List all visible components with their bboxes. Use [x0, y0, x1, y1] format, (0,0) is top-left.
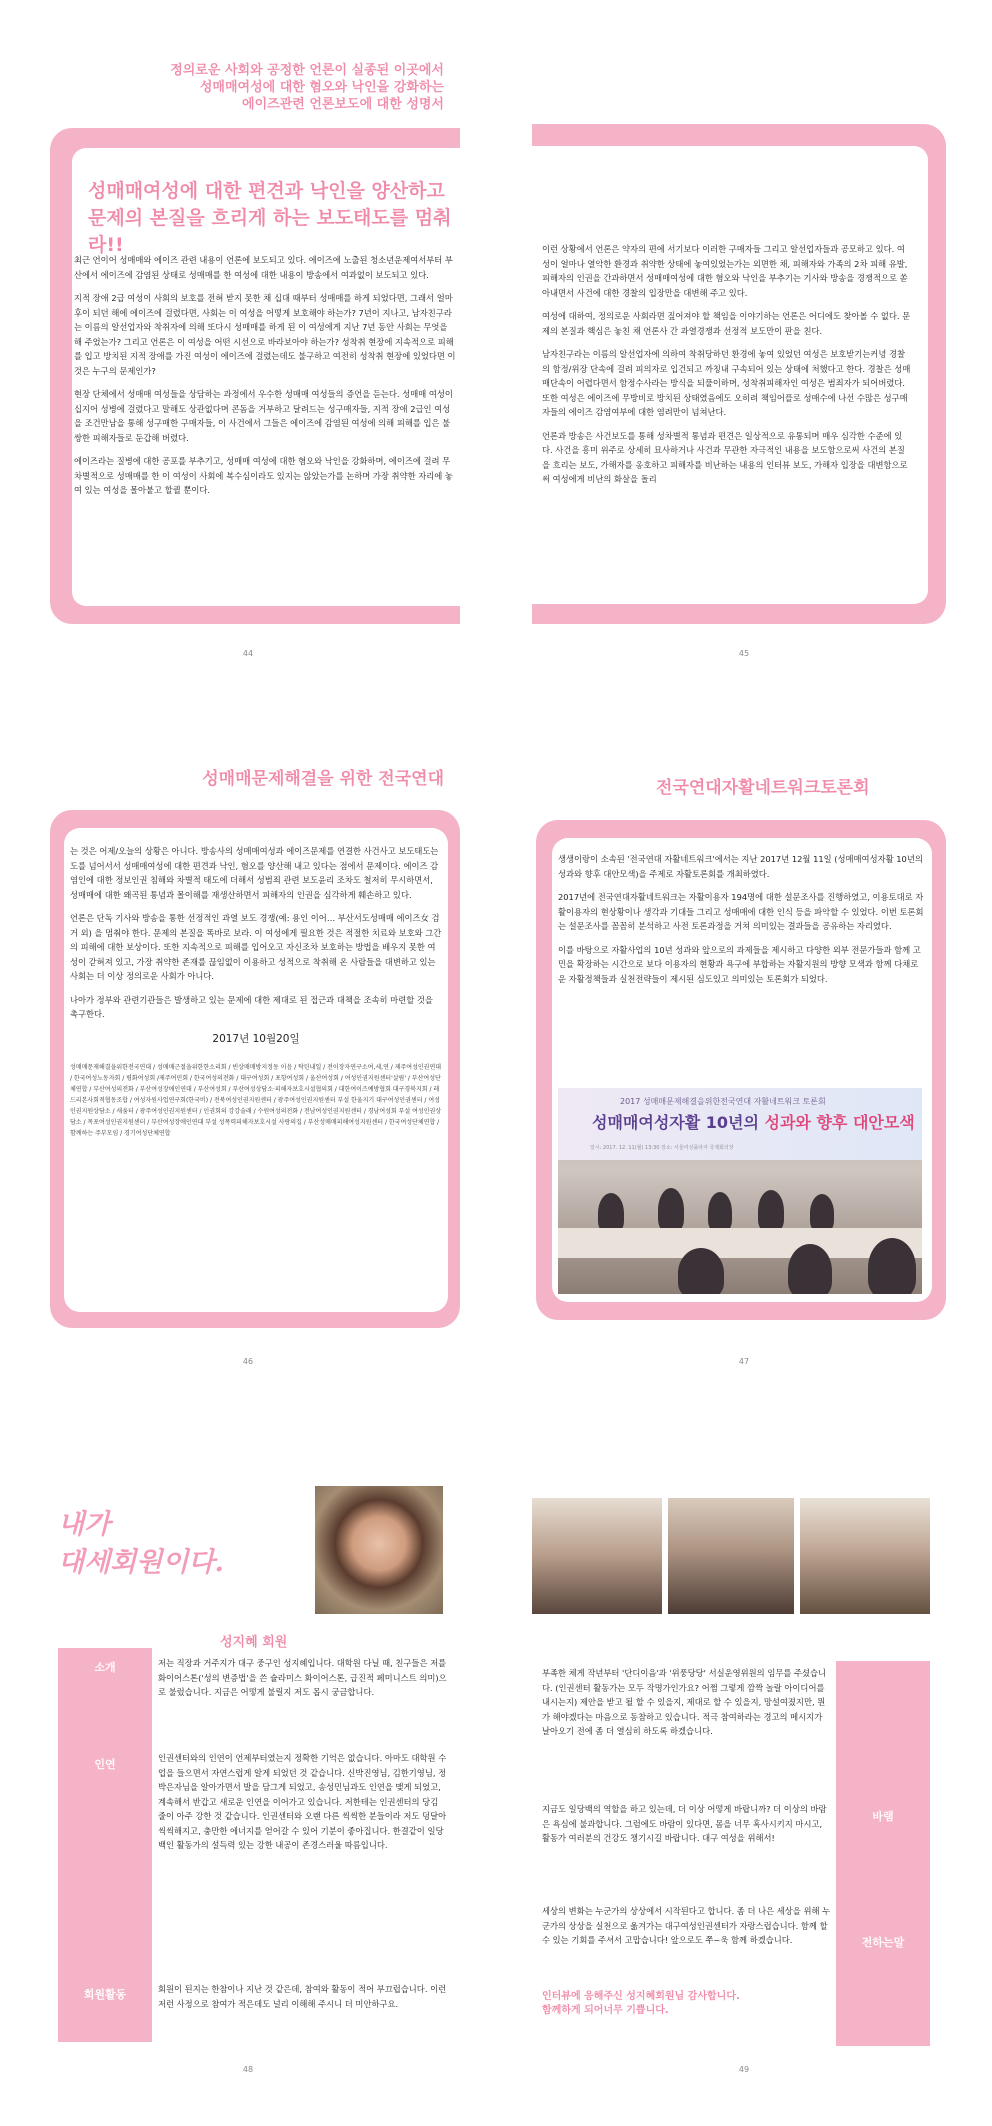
activity-photo	[668, 1498, 794, 1614]
activity-text: 회원이 된지는 한참이나 지난 것 같은데, 참여와 활동이 적어 부끄럽습니다. 이런저런 사정으로 참여가 적은데도 널리 이해해 주시니 더 미안하구요.	[158, 1984, 447, 2009]
content-panel	[72, 148, 462, 606]
page-heading: 전국연대자활네트워크토론회	[656, 778, 870, 798]
paragraph: 여성에 대하여, 정의로운 사회라면 짚어져야 할 책임을 이야기하는 언론은 어디에도 찾아볼 수 없다. 문제의 본질과 핵심은 놓친 채 언론사 간 과열경쟁과 선정적 보도만이 판을 친다.	[542, 311, 911, 336]
wish-text-2: 지금도 일당백의 역할을 하고 있는데, 더 이상 어떻게 바랍니까? 더 이상의 바람은 욕심에 불과합니다. 그럼에도 바람이 있다면, 몸을 너무 혹사시키지 마시고, 활동가 여러분의 건강도 챙기시길 바랍니다. 대구 여성을 위해서!	[542, 1804, 827, 1843]
page-number: 46	[242, 1357, 254, 1366]
forum-table	[558, 1228, 922, 1258]
paragraph: 현장 단체에서 성매매 여성들을 상담하는 과정에서 우수한 성매매 여성들의 증언을 듣는다. 성매매 여성이 십지어 성병에 걸렸다고 말해도 상관없다며 콘돔을 거부하고 달려드는 성구매자들, 지적 장애 2급인 여성을 조건만남을 통해 성구매한 구매자들, 이 사건에서 그들은 에이즈에 감염된 여성에 의해 피해를 입은 불쌍한 피해자들로 둔갑해 버렸다.	[74, 389, 453, 443]
banner-title-part: 성매매여성자활 10년의	[592, 1113, 759, 1132]
statement-body	[74, 253, 458, 507]
paragraph: 나아가 정부와 관련기관들은 발생하고 있는 문제에 대한 제대로 된 접근과 대책을 조속히 마련할 것을 촉구한다.	[70, 994, 433, 1019]
signatory-list: 성매매문제해결을위한전국연대 / 성매매근절을위한한소리회 / 빈상매매방지정동 이음 / 탁틴내일 / 전이장자연구소여,세,연 / 제주여성인권연대 / 한국여성노동자회 / 평화여성회 /제주여민회 / 한국여성의전화 / 대구여성회 / 포항여성회 / 울산여성회 / 여성인권지원센터'살림' / 부산여성단체연합 / 부산여성의전화 / 부산여성장애인연대 / 부산여성회 / 부산여성상담소·피해자보호시설협의회 / 대한여이즈예방협회 대구경북지회 / 레드리본사회적협동조합 / 여성자원사업연구회(한국비) / 전북여성인권지원센터 / 광주여성인권지원센터 부설 한울지기 대구여성인권센터 / 여성인권지원상담소 / 새움터 / 광주여성인권지원센터 / 인권회의 강강술래 / 수원여성의전화 / 전남여성인권지원센터 / 경남여성회 부설 여성인권상담소 / 목포여성인권지원센터 / 부산여성장애인연대 부설 성폭력피해자보호시설 사랑의집 / 부산성매매피해여성지원센터 / 한국여성단체연합 / 함께하는 주부모임 / 경기여성단체연합	[70, 1063, 442, 1137]
paragraph: 는 것은 어제/오늘의 상황은 아니다. 방송사의 성매매여성과 에이즈문제를 연결한 사건사고 보도태도는 도를 넘어서서 성매매여성에 대한 편견과 낙인, 혐오를 양산해 내고 있다는 점에서 문제이다. 에이즈 감염인에 대한 정보인권 침해와 차별적 태도에 더해서 성범죄 관련 보도윤리 조차도 철저히 무시하면서, 성매매에 대한 왜곡된 통념과 몰이해를 재생산하면서 피해자의 인권을 심각하게 훼손하고 있다.	[70, 846, 439, 900]
page-number: 47	[738, 1357, 750, 1366]
member-portrait	[315, 1486, 443, 1614]
heading-line: 정의로운 사회와 공정한 언론이 실종된 이곳에서	[170, 63, 444, 78]
statement-body	[542, 242, 912, 496]
banner-detail: 일시: 2017. 12. 11(월) 13:30 장소: 서울여성플라자 국제회의장	[590, 1145, 734, 1151]
page-46	[0, 708, 496, 1416]
banner-title-part: 성과와 향후 대안모색	[758, 1113, 915, 1132]
page-number: 48	[242, 2065, 254, 2074]
attendee-figure	[598, 1193, 624, 1233]
heading-line: 성매매여성에 대한 혐오와 낙인을 강화하는	[199, 80, 444, 95]
label-activity: 회원활동	[83, 1988, 127, 2001]
statement-heading	[170, 62, 444, 113]
thanks-line: 함께하게 되어너무 기쁩니다.	[542, 2005, 669, 2016]
banner-subtitle: 2017 성매매문제해결을위한전국연대 자활네트워크 토론회	[620, 1097, 826, 1106]
heading-line: 에이즈관련 언론보도에 대한 성명서	[242, 97, 444, 112]
attendee-figure	[658, 1188, 684, 1232]
attendee-figure	[708, 1192, 732, 1232]
paragraph: 에이즈라는 질병에 대한 공포를 부추기고, 성매매 여성에 대한 혐오와 낙인을 강화하며, 에이즈에 걸려 무차별적으로 성매매를 한 이 여성이 사회에 복수심이라도 있지는 않았는가를 논하며 가장 취약한 자리에 놓여 있는 여성을 몰아붙고 할퀼 뿐이다.	[74, 456, 453, 495]
message-text: 세상의 변화는 누군가의 상상에서 시작된다고 합니다. 좀 더 나은 세상을 위해 누군가의 상상을 실천으로 옮겨가는 대구여성인권센터가 자랑스럽습니다. 함께 할 수 있는 기회를 주셔서 고맙습니다! 앞으로도 쭈~욱 함께 하겠습니다.	[542, 1906, 831, 1945]
title-line: 성매매여성에 대한 편견과 낙인을 양산하고	[88, 180, 445, 202]
thanks-note	[542, 1990, 832, 2018]
paragraph: 최근 언이어 성매매와 에이즈 관련 내용이 언론에 보도되고 있다. 에이즈에 노출된 청소년운제여서부터 부산에서 에이즈에 감염된 상태로 성매매를 한 여성에 대한 내용이 방송에서 여과없이 보도되고 있다.	[74, 255, 453, 280]
attendee-figure	[810, 1194, 834, 1232]
paragraph: 생생이랑이 소속된 '전국연대 자활네트워크'에서는 지난 2017년 12월 11일 (성매매여성자활 10년의 성과와 향후 대안모색)을 주제로 자활토론회를 개최하였다.	[558, 854, 923, 879]
page-48	[0, 1416, 496, 2124]
thanks-line: 인터뷰에 응해주신 성지혜회원님 감사합니다.	[542, 1991, 740, 2002]
statement-body	[70, 844, 442, 1139]
page-45	[496, 0, 992, 708]
forum-photo	[558, 1088, 922, 1294]
attendee-figure	[788, 1244, 832, 1294]
activity-photo	[532, 1498, 662, 1614]
label-intro: 소개	[94, 1661, 116, 1674]
label-relation: 인연	[94, 1758, 116, 1771]
activity-photo	[800, 1498, 930, 1614]
forum-report	[558, 852, 926, 995]
label-column	[836, 1661, 930, 2046]
page-49	[496, 1416, 992, 2124]
wish-text-1: 부족한 체게 작년부터 '단디이음'과 '위풍당당' 서실운영위원의 임무를 주셨습니다. (인권센터 활동가는 모두 작명가인가요? 어쩜 그렇게 깜짝 놀랄 아이디어를 내시는지) 제안을 받고 될 할 수 있을지, 제대로 할 수 있을지, 망설여졌지만, 뭔가 해야겠다는 마음으로 동참하고 있습니다. 적극 참여하라는 경고의 메시지가 날아오기 전에 좀 더 열심히 하도록 하겠습니다.	[542, 1668, 827, 1736]
content-panel	[552, 838, 932, 1302]
paragraph: 이런 상황에서 언론은 약자의 편에 서기보다 이러한 구매자들 그리고 알선업자들과 공모하고 있다. 여성이 얼마나 열악한 환경과 취약한 상태에 놓여있었는가는 외면한 채, 피해자와 가족의 2차 피해 유발, 피해자의 인권을 간과하면서 성매매여성에 대한 혐오와 낙인을 부추기는 기사와 방송을 경쟁적으로 쏟아내면서 사건에 대한 경찰의 입장만을 대변해 주고 있다.	[542, 244, 908, 298]
page-number: 49	[738, 2065, 750, 2074]
title-line: 문제의 본질을 흐리게 하는 보도태도를 멈춰라!!	[88, 207, 452, 256]
statement-date: 2017년 10월20일	[212, 1032, 300, 1045]
page-44	[0, 0, 496, 708]
relation-text: 인권센터와의 인연이 언제부터였는지 정확한 기억은 없습니다. 아마도 대학원 수업을 들으면서 자연스럽게 알게 되었던 것 같습니다. 신박진영님, 김한기영님, 정박은자님을 알아가면서 발을 담그게 되었고, 송성민님과도 인연을 맺게 되었고, 계속해서 반갑고 새로운 인연을 이어가고 있습니다. 저한테는 인권센터의 당김 줄이 아주 강한 것 같습니다. 인권센터와 오랜 다른 씩씩한 분들이라 저도 덩달아 씩씩해지고, 충만한 에너지를 얻어갈 수 있어 기분이 좋아집니다. 한결같이 일당백인 활동가의 설득력 있는 강한 내공이 존경스러울 따름입니다.	[158, 1753, 447, 1850]
paragraph: 남자친구라는 이름의 알선업자에 의하여 착취당하던 환경에 놓여 있었던 여성은 보호받기는커녕 경찰의 함정/위장 단속에 걸려 피의자로 입건되고 까칭내 구속되어 있는 상태에 처했다고 한다. 경찰은 성매매단속이 어렵다면서 함정수사라는 방식을 되풀이하며, 성착취피해자인 여성은 범죄자가 되어버렸다. 또한 여성은 에이즈에 무방비로 방치된 상태였음에도 오히려 책임어플로 성매수에 나선 수많은 성구매자들의 에이즈 감염여부에 대한 염려만이 넘쳐난다.	[542, 349, 911, 417]
content-panel	[64, 828, 448, 1312]
page-number: 44	[242, 649, 254, 658]
intro-text: 저는 직장과 거주지가 대구 중구인 성지혜입니다. 대학원 다닐 때, 친구들은 저를 화이어스톤('성의 변증법'을 쓴 슐라미스 화이어스톤, 급진적 페미니스트 의미)으로 불렀습니다. 지금은 어떻게 불릴지 저도 몹시 궁금합니다.	[158, 1658, 447, 1697]
member-feature-title	[58, 1506, 224, 1582]
page-number: 45	[738, 649, 750, 658]
title-line: 대세회원이다.	[58, 1547, 224, 1578]
paragraph: 지적 장애 2급 여성이 사회의 보호를 전혀 받지 못한 채 십대 때부터 성매매를 하게 되었다면, 그래서 얼마후이 되던 해에 에이즈에 걸렸다면, 사회는 이 여성을 어떻게 보호해야 하는가? 7년이 지나고, 남자친구라는 이름의 알선업자와 착취자에 의해 또다시 성매매를 하게 된 이 여성에게 지난 7년 동안 사회는 무엇을 해 주었는가? 그리고 언론은 이 여성을 어떤 시선으로 바라보아야 하는가? 성착취 현장에 지속적으로 피해를 입고 방치된 지적 장애를 가진 여성이 에이즈에 걸렸는데도 불구하고 여전히 성착취 현장에 있었다면 이것은 누구의 문제인가?	[74, 293, 456, 376]
label-column	[58, 1648, 152, 2042]
attendee-figure	[758, 1190, 784, 1232]
attendee-figure	[868, 1238, 916, 1294]
content-panel	[532, 146, 928, 604]
statement-title	[88, 178, 462, 259]
paragraph: 이를 바탕으로 자활사업의 10년 성과와 앞으로의 과제들을 제시하고 다양한 외부 전문가들과 함께 고민을 확장하는 시간으로 보다 이용자의 현황과 욕구에 부합하는 자활지원의 방향 모색과 함께 다채로운 자활정책들과 실천전략들이 제시된 심도있고 의미있는 토론회가 되었다.	[558, 944, 921, 984]
attendee-figure	[678, 1248, 724, 1294]
banner-title	[592, 1110, 915, 1133]
label-message: 전하는말	[861, 1936, 905, 1949]
label-wish: 바램	[872, 1810, 894, 1823]
member-name: 성지혜 회원	[220, 1635, 288, 1650]
page-47	[496, 708, 992, 1416]
paragraph: 언론은 단독 기사와 방송을 통한 선정적인 과열 보도 경쟁(예: 용인 이어… 부산서도성매매 에이즈女 검거 외) 을 멈춰야 한다. 문제의 본질을 똑바로 보라. 이 여성에게 필요한 것은 적절한 치료와 보호와 그간의 피해에 대한 보상이다. 또한 지속적으로 피해를 입어오고 자신조차 보호하는 방법을 배우지 못한 여성이 갇혀져 있고, 가장 취약한 존재를 끊임없이 이용하고 성적으로 착취해 온 사람들을 대변하고 있는 사회는 더 이상 정의로운 사회가 아니다.	[70, 913, 442, 981]
title-line: 내가	[58, 1509, 111, 1540]
paragraph: 언론과 방송은 사건보도를 통해 성차별적 통념과 편견은 일상적으로 유통되며 매우 심각한 수준에 있다. 사건을 흥미 위주로 상세히 묘사하거나 사건과 무관한 자극적인 내용을 보도함으로써 사건의 본질을 흐리는 보도, 가해자를 옹호하고 피해자를 비난하는 내용의 인터뷰 보도, 가해자 입장을 대변함으로써 여성에게 비난의 화살을 돌리	[542, 430, 908, 484]
page-heading: 성매매문제해결을 위한 전국연대	[202, 769, 444, 789]
paragraph: 2017년에 전국연대자활네트워크는 자활이용자 194명에 대한 설문조사를 진행하였고, 이용토대로 자활이용자의 현상황이나 생각과 기대들 그리고 성매매에 대한 인식 등을 파악할 수 있었다. 이번 토론회는 설문조사를 꼼꼼히 분석하고 사전 토론과정을 거쳐 의미있는 결과들을 공유하는 자리였다.	[558, 892, 924, 931]
